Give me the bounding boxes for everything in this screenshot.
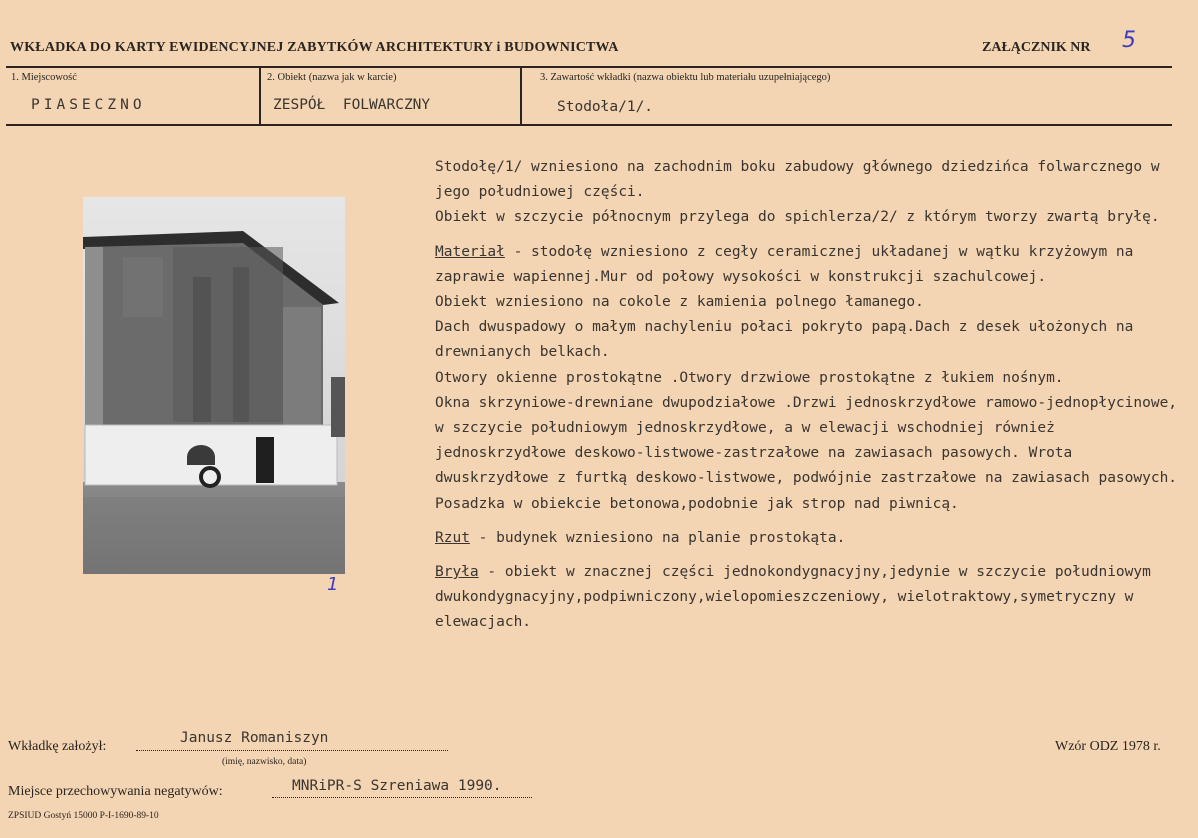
plan-text: - budynek wzniesiono na planie prostokąta. (469, 529, 846, 546)
object-label: 2. Obiekt (nazwa jak w karcie) (267, 72, 397, 83)
founder-hint: (imię, nazwisko, data) (222, 757, 307, 767)
description-paragraph: Okna skrzyniowe-drewniane dwupodziałowe .Drzwi jednoskrzydłowe ramowo-jednopłycinowe, w szczycie południowym jednoskrzydłowe, a w elewacji wschodniej również jednoskrzydłowe deskowo-listwowe-zastrzałowe na zawiasach pasowych. Wrota dwuskrzydłowe z furtką deskowo-listwowe, podwójnie zastrzałowe na zawiasach pasowych. (435, 394, 1178, 487)
object-value: ZESPÓŁ FOLWARCZNY (273, 97, 431, 113)
fields-rule (6, 124, 1172, 126)
material-paragraph (435, 240, 1180, 290)
negatives-value: MNRiPR-S Szreniawa 1990. (292, 778, 502, 794)
mass-paragraph (435, 560, 1180, 636)
form-title: WKŁADKA DO KARTY EWIDENCYJNEJ ZABYTKÓW ARCHITEKTURY i BUDOWNICTWA (10, 40, 619, 55)
material-heading: Materiał (435, 243, 505, 260)
negatives-line (272, 797, 532, 798)
plan-heading: Rzut (435, 529, 470, 546)
description-paragraph: Obiekt wzniesiono na cokole z kamienia polnego łamanego. (435, 294, 924, 311)
plan-paragraph (435, 526, 1180, 551)
annex-label: ZAŁĄCZNIK NR (982, 40, 1091, 55)
header-rule (6, 66, 1172, 68)
negatives-label: Miejsce przechowywania negatywów: (8, 784, 223, 799)
field-divider-1 (259, 67, 261, 124)
mass-heading: Bryła (435, 564, 479, 581)
mass-text: - obiekt w znacznej części jednokondygnacyjny,jedynie w szczycie południowym dwukondygnacyjny,podpiwniczony,wielopomieszczeniowy, wielotraktowy,symetryczny w elewacjach. (435, 564, 1151, 631)
barn-photo (83, 197, 345, 574)
field-divider-2 (520, 67, 522, 124)
locality-label: 1. Miejscowość (11, 72, 77, 83)
pattern-label: Wzór ODZ 1978 r. (1055, 739, 1161, 754)
description-paragraph: Otwory okienne prostokątne .Otwory drzwiowe prostokątne z łukiem nośnym. (435, 369, 1064, 386)
photo-number: 1 (327, 574, 339, 595)
barn-photo-image (83, 197, 345, 574)
description-text (435, 155, 1180, 636)
description-paragraph: Dach dwuspadowy o małym nachyleniu połaci pokryto papą.Dach z desek ułożonych na drewnianych belkach. (435, 319, 1134, 361)
content-label: 3. Zawartość wkładki (nazwa obiektu lub materiału uzupełniającego) (540, 72, 831, 83)
print-info: ZPSIUD Gostyń 15000 P-I-1690-89-10 (8, 811, 159, 821)
material-text: - stodołę wzniesiono z cegły ceramicznej układanej w wątku krzyżowym na zaprawie wapiennej.Mur od połowy wysokości w konstrukcji szachulcowej. (435, 243, 1134, 285)
founder-label: Wkładkę założył: (8, 739, 107, 754)
locality-value: PIASECZNO (31, 97, 146, 113)
content-value: Stodoła/1/. (557, 99, 654, 115)
description-paragraph: Posadzka w obiekcie betonowa,podobnie jak strop nad piwnicą. (435, 495, 959, 512)
founder-line (136, 750, 448, 751)
founder-value: Janusz Romaniszyn (180, 730, 329, 746)
description-paragraph: Stodołę/1/ wzniesiono na zachodnim boku zabudowy głównego dziedzińca folwarcznego w jego południowej części. (435, 159, 1160, 201)
description-paragraph: Obiekt w szczycie północnym przylega do spichlerza/2/ z którym tworzy zwartą bryłę. (435, 209, 1160, 226)
annex-number: 5 (1122, 28, 1136, 53)
